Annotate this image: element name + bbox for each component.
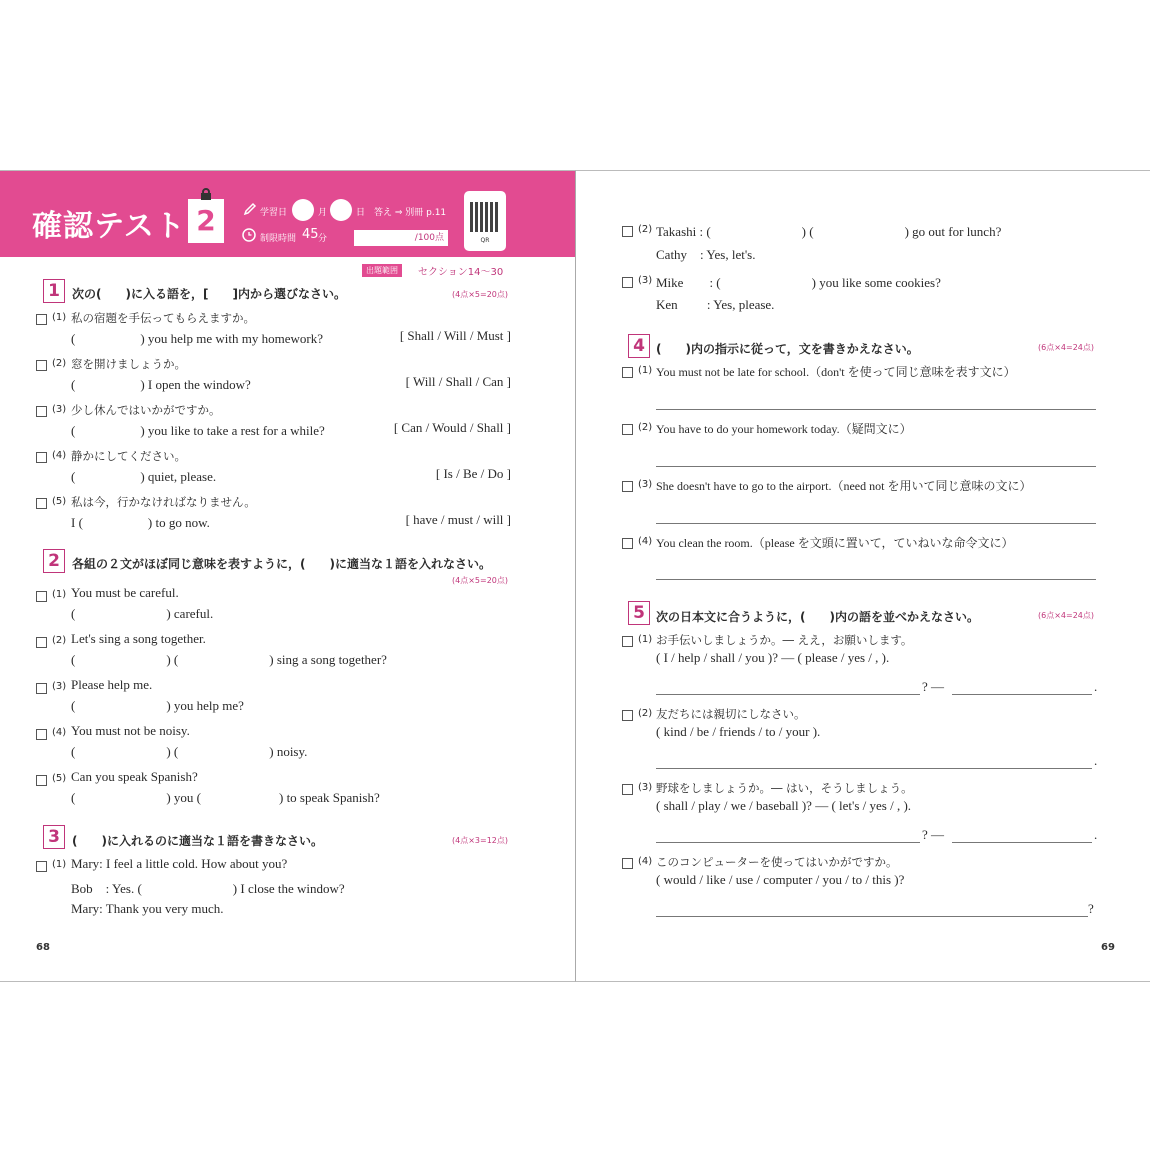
sentence-b: ( ) ( ) noisy. (71, 744, 308, 759)
checkbox[interactable] (36, 452, 47, 463)
question-english: ( ) quiet, please. (71, 469, 217, 484)
study-date-label: 学習日 (260, 208, 288, 218)
checkbox[interactable] (36, 729, 47, 740)
answer-end: . (1094, 679, 1098, 694)
checkbox[interactable] (622, 481, 633, 492)
question-number: (2) (52, 635, 67, 646)
checkbox[interactable] (36, 683, 47, 694)
checkbox[interactable] (36, 314, 47, 325)
answer-line[interactable] (656, 694, 920, 695)
dialogue-line-1: Takashi : ( ) ( ) go out for lunch? (656, 224, 1002, 239)
answer-options: [ have / must / will ] (405, 512, 511, 527)
day-field[interactable] (330, 199, 352, 221)
page-number: 68 (36, 942, 50, 953)
section-3-number: 3 (43, 825, 65, 849)
answer-line[interactable] (952, 694, 1092, 695)
test-number: 2 (188, 199, 224, 243)
time-label: 制限時間 (260, 234, 297, 244)
answer-line[interactable] (656, 768, 1092, 769)
question-number: (3) (52, 681, 67, 692)
day-label: 日 (356, 208, 366, 218)
checkbox[interactable] (622, 424, 633, 435)
section-5-number: 5 (628, 601, 650, 625)
question-english: ( ) you like to take a rest for a while? (71, 423, 325, 438)
question-japanese: 私は今，行かなければなりません。 (71, 495, 256, 509)
question-number: (4) (52, 727, 67, 738)
answer-options: [ Can / Would / Shall ] (393, 420, 511, 435)
question-japanese: お手伝いしましょうか。― ええ，お願いします。 (656, 633, 913, 647)
checkbox[interactable] (36, 360, 47, 371)
checkbox[interactable] (36, 498, 47, 509)
checkbox[interactable] (622, 538, 633, 549)
answer-line[interactable] (656, 842, 920, 843)
question-number: (3) (638, 275, 653, 286)
sentence-b: ( ) you ( ) to speak Spanish? (71, 790, 380, 805)
question-number: (3) (52, 404, 67, 415)
test-header (0, 171, 575, 257)
rewrite-instruction: She doesn't have to go to the airport.（need not を用いて同じ意味の文に） (656, 479, 1032, 493)
question-japanese: 私の宿題を手伝ってもらえますか。 (71, 311, 255, 325)
word-list: ( kind / be / friends / to / your ). (656, 724, 821, 739)
word-list: ( would / like / use / computer / you / to / this )? (656, 872, 905, 887)
checkbox[interactable] (622, 858, 633, 869)
question-number: (2) (638, 708, 653, 719)
dialogue-line-3: Mary: Thank you very much. (71, 901, 224, 916)
section-1-title: 次の( )に入る語を，[ ]内から選びなさい。 (72, 287, 346, 301)
clip-icon (198, 186, 214, 200)
sentence-a: You must not be noisy. (71, 723, 190, 738)
question-number: (1) (52, 859, 67, 870)
question-japanese: 少し休んではいかがですか。 (71, 403, 221, 417)
qr-label: QR (480, 237, 490, 244)
checkbox[interactable] (622, 710, 633, 721)
question-english: I ( ) to go now. (71, 515, 210, 530)
question-number: (1) (52, 312, 67, 323)
question-japanese: 野球をしましょうか。― はい，そうしましょう。 (656, 781, 913, 795)
answer-line[interactable] (656, 466, 1096, 467)
answer-options: [ Will / Shall / Can ] (405, 374, 511, 389)
sentence-b: ( ) ( ) sing a song together? (71, 652, 387, 667)
section-3-points: (4点×3=12点) (452, 836, 509, 845)
answer-line[interactable] (656, 523, 1096, 524)
answer-separator: ? ― (922, 827, 945, 842)
question-number: (1) (638, 634, 653, 645)
question-number: (5) (52, 496, 67, 507)
question-japanese: 友だちには親切にしなさい。 (656, 707, 806, 721)
question-number: (4) (638, 856, 653, 867)
sentence-b: ( ) careful. (71, 606, 214, 621)
answer-options: [ Is / Be / Do ] (435, 466, 511, 481)
section-4-title: ( )内の指示に従って，文を書きかえなさい。 (656, 342, 919, 356)
section-2-points: (4点×5=20点) (452, 576, 509, 585)
answer-line[interactable] (656, 916, 1088, 917)
question-number: (5) (52, 773, 67, 784)
question-japanese: 静かにしてください。 (71, 449, 186, 463)
dialogue-line-2: Bob : Yes. ( ) I close the window? (71, 881, 345, 896)
checkbox[interactable] (622, 277, 633, 288)
checkbox[interactable] (36, 637, 47, 648)
section-2-number: 2 (43, 549, 65, 573)
dialogue-line-2: Cathy : Yes, let's. (656, 247, 756, 262)
section-1-points: (4点×5=20点) (452, 290, 509, 299)
question-number: (2) (638, 224, 653, 235)
section-4-number: 4 (628, 334, 650, 358)
checkbox[interactable] (36, 591, 47, 602)
question-number: (3) (638, 782, 653, 793)
range-tag: 出題範囲 (362, 264, 402, 277)
rewrite-instruction: You clean the room.（please を文頭に置いて，ていねいな命令文に） (656, 536, 1014, 550)
pencil-icon (242, 201, 258, 221)
question-number: (2) (638, 422, 653, 433)
range-text: セクション14〜30 (418, 267, 504, 278)
sentence-a: Please help me. (71, 677, 153, 692)
word-list: ( shall / play / we / baseball )? ― ( let's / yes / , ). (656, 798, 912, 813)
dialogue-line-1: Mike : ( ) you like some cookies? (656, 275, 941, 290)
answer-end: ? (1088, 901, 1094, 916)
question-number: (3) (638, 479, 653, 490)
checkbox[interactable] (622, 636, 633, 647)
checkbox[interactable] (622, 226, 633, 237)
score-box[interactable]: /100点 (354, 230, 448, 246)
time-value: 45 (302, 227, 319, 242)
question-number: (1) (638, 365, 653, 376)
question-number: (4) (52, 450, 67, 461)
checkbox[interactable] (36, 406, 47, 417)
dialogue-line-1: Mary: I feel a little cold. How about you? (71, 856, 288, 871)
question-number: (2) (52, 358, 67, 369)
section-1-number: 1 (43, 279, 65, 303)
checkbox[interactable] (622, 784, 633, 795)
sentence-a: Can you speak Spanish? (71, 769, 198, 784)
answer-end: . (1094, 827, 1098, 842)
answer-separator: ? ― (922, 679, 945, 694)
answer-line[interactable] (952, 842, 1092, 843)
clock-icon (242, 227, 256, 246)
section-4-points: (6点×4=24点) (1038, 343, 1095, 352)
section-5-points: (6点×4=24点) (1038, 611, 1095, 620)
rewrite-instruction: You must not be late for school.（don't を使って同じ意味を表す文に） (656, 365, 1016, 379)
question-japanese: このコンピューターを使ってはいかがですか。 (656, 855, 898, 869)
question-number: (1) (52, 589, 67, 600)
right-page (576, 170, 1150, 982)
answer-options: [ Shall / Will / Must ] (399, 328, 511, 343)
answer-reference: 答え ⇒ 別冊 p.11 (374, 208, 447, 218)
section-3-title: ( )に入れるのに適当な１語を書きなさい。 (72, 834, 323, 848)
page-number: 69 (1101, 942, 1115, 953)
question-japanese: 窓を開けましょうか。 (71, 357, 186, 371)
question-english: ( ) I open the window? (71, 377, 251, 392)
month-field[interactable] (292, 199, 314, 221)
answer-end: . (1094, 753, 1098, 768)
sentence-a: You must be careful. (71, 585, 179, 600)
checkbox[interactable] (36, 775, 47, 786)
month-label: 月 (318, 208, 328, 218)
qr-code[interactable] (464, 191, 506, 251)
question-english: ( ) you help me with my homework? (71, 331, 324, 346)
qr-code-icon (470, 202, 500, 232)
answer-line[interactable] (656, 409, 1096, 410)
word-list: ( I / help / shall / you )? ― ( please / yes / , ). (656, 650, 890, 665)
section-5-title: 次の日本文に合うように，( )内の語を並べかえなさい。 (656, 610, 979, 624)
section-2-title: 各組の２文がほぼ同じ意味を表すように，( )に適当な１語を入れなさい。 (72, 557, 491, 571)
dialogue-line-2: Ken : Yes, please. (656, 297, 775, 312)
left-page (0, 170, 576, 982)
page-title: 確認テスト (32, 209, 186, 244)
sentence-b: ( ) you help me? (71, 698, 244, 713)
checkbox[interactable] (36, 861, 47, 872)
time-unit: 分 (318, 234, 328, 244)
sentence-a: Let's sing a song together. (71, 631, 206, 646)
rewrite-instruction: You have to do your homework today.（疑問文に） (656, 422, 912, 436)
checkbox[interactable] (622, 367, 633, 378)
answer-line[interactable] (656, 579, 1096, 580)
question-number: (4) (638, 536, 653, 547)
